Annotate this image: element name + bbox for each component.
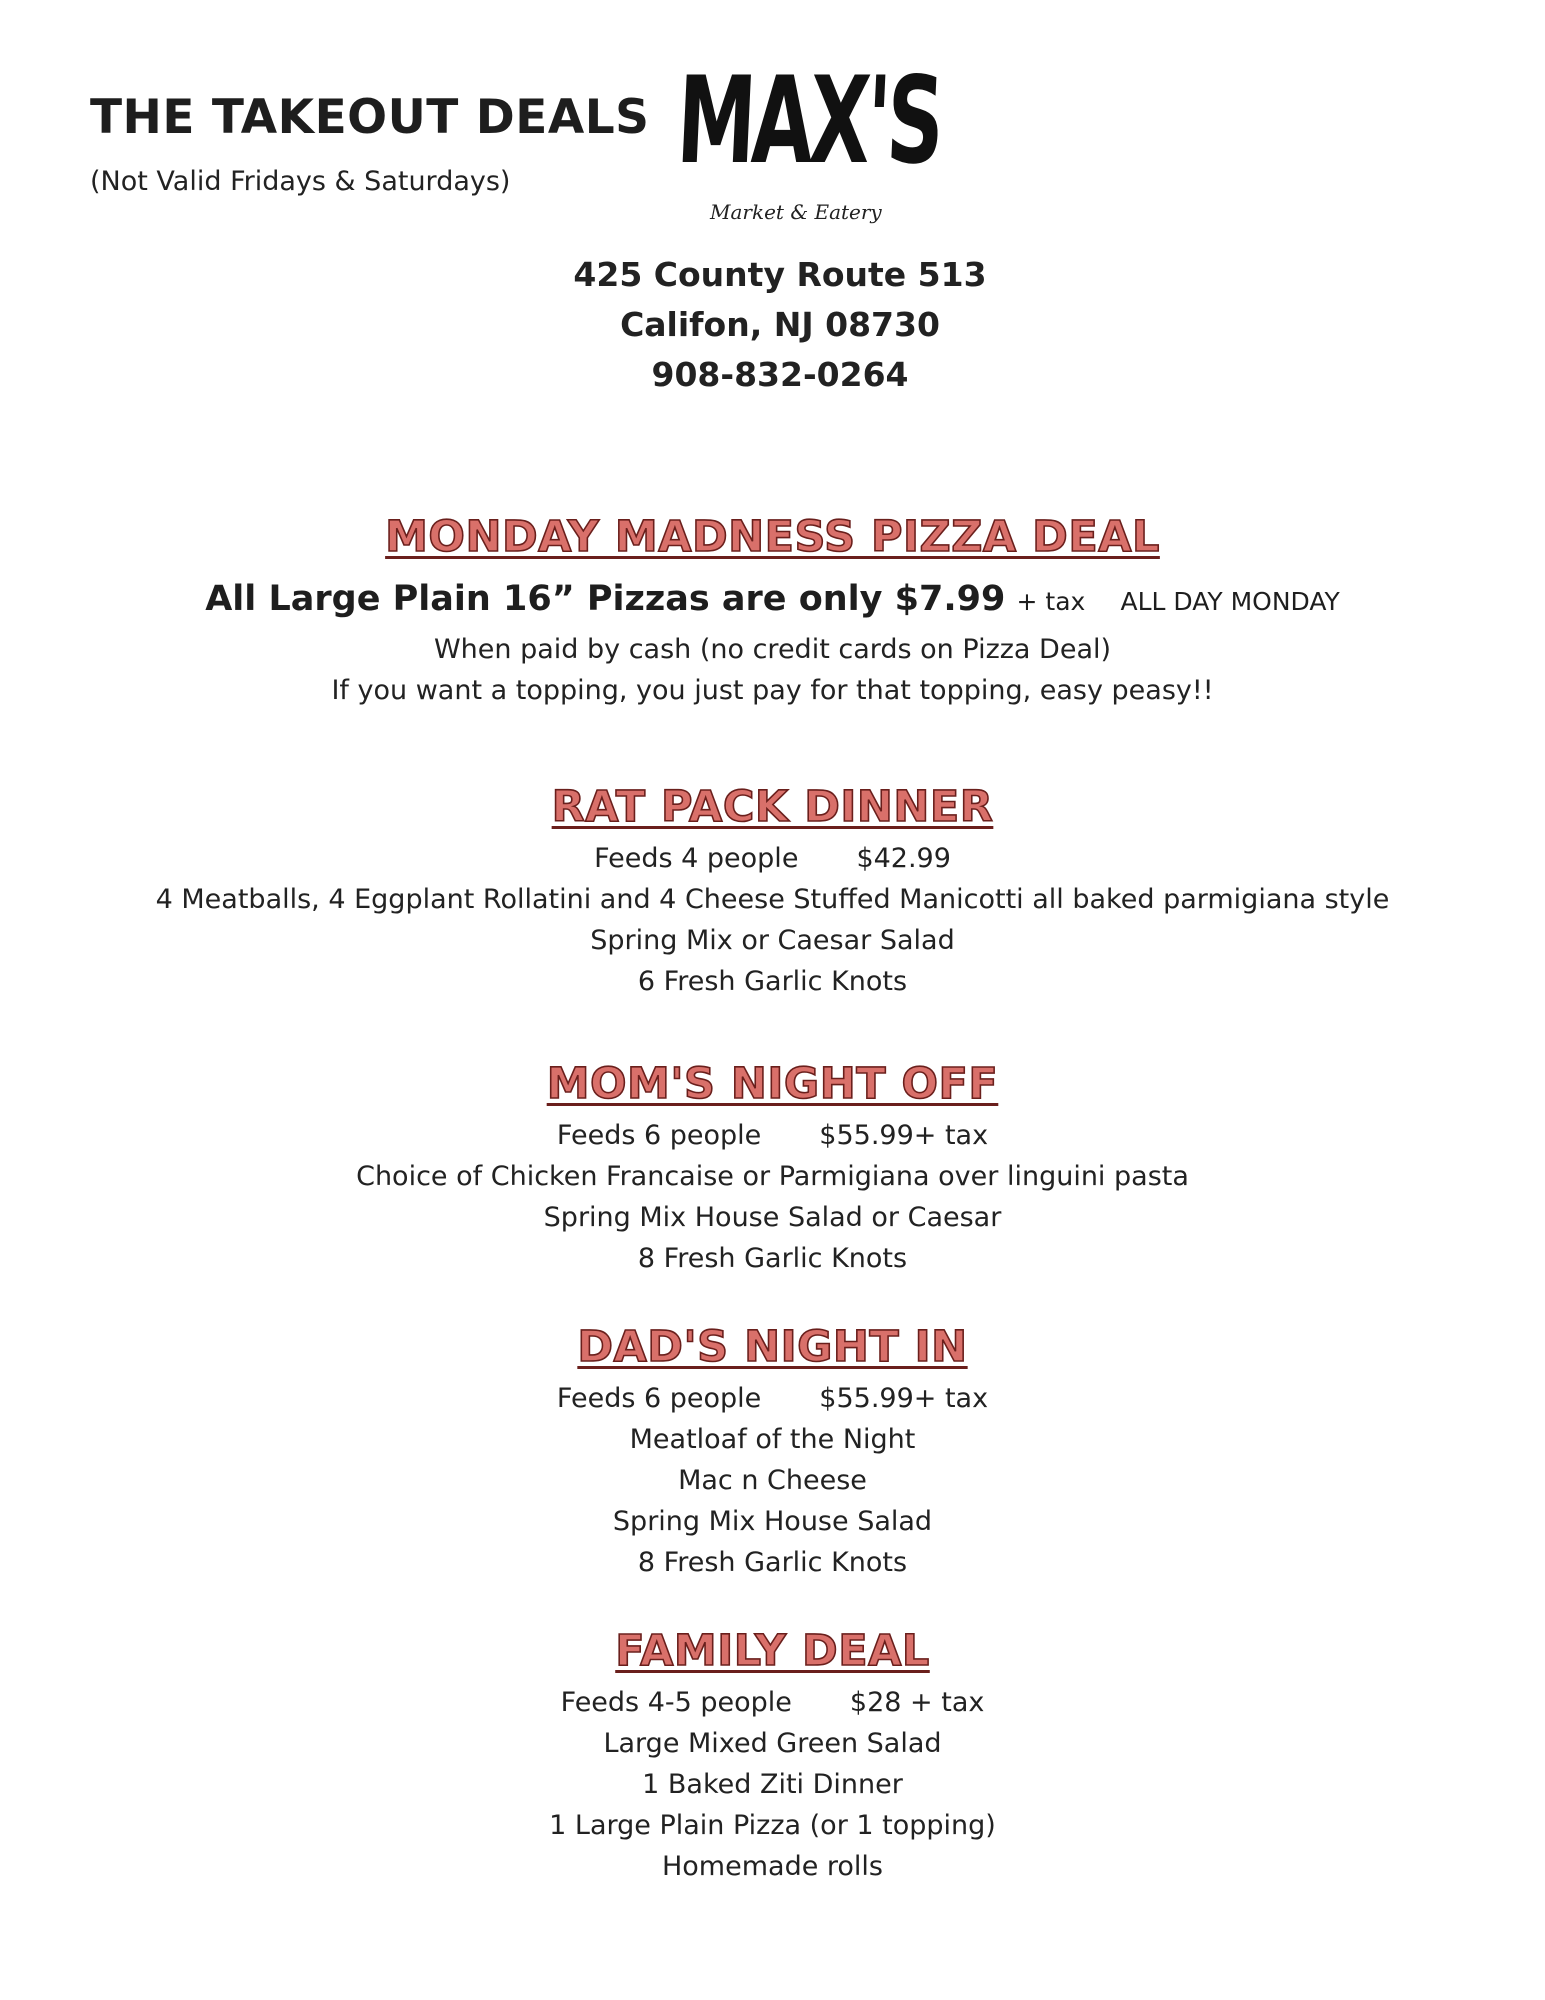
maxs-logo (674, 52, 944, 237)
deal-feeds-price (0, 838, 1545, 879)
address-city: Califon, NJ 08730 (620, 305, 940, 344)
deal-heading: DAD'S NIGHT IN (577, 1322, 968, 1372)
deal-item: Homemade rolls (661, 1851, 883, 1882)
deal-item: Spring Mix House Salad (612, 1506, 933, 1537)
deal-price: $55.99+ tax (819, 1383, 989, 1414)
deal-heading: FAMILY DEAL (615, 1626, 930, 1676)
logo-wordmark: MAX'S (674, 52, 944, 191)
monday-main-offer (0, 572, 1545, 629)
deal-item: Meatloaf of the Night (629, 1424, 916, 1455)
deal-item: Spring Mix House Salad or Caesar (543, 1202, 1002, 1233)
deal-feeds-price (0, 1378, 1545, 1419)
monday-tax: + tax (1016, 587, 1086, 616)
deal-feeds-price (0, 1682, 1545, 1723)
deal-price: $42.99 (856, 843, 951, 874)
deal-price: $55.99+ tax (819, 1120, 989, 1151)
deal-feeds: Feeds 6 people (556, 1383, 762, 1414)
monday-line: When paid by cash (no credit cards on Pizza Deal) (433, 634, 1112, 665)
deal-item: 1 Large Plain Pizza (or 1 topping) (549, 1810, 996, 1841)
deal-item: Spring Mix or Caesar Salad (590, 925, 955, 956)
deal-item: Choice of Chicken Francaise or Parmigiana over linguini pasta (356, 1161, 1189, 1192)
deal-item: 1 Baked Ziti Dinner (642, 1769, 903, 1800)
deal-item: Mac n Cheese (678, 1465, 867, 1496)
deal-heading: MONDAY MADNESS PIZZA DEAL (385, 512, 1160, 562)
address-phone: 908-832-0264 (651, 355, 909, 394)
deal-feeds: Feeds 6 people (556, 1120, 762, 1151)
monday-when: ALL DAY MONDAY (1120, 587, 1340, 616)
deal-feeds: Feeds 4 people (594, 843, 799, 874)
deal-family (0, 1626, 1545, 1887)
deal-item: 4 Meatballs, 4 Eggplant Rollatini and 4 Cheese Stuffed Manicotti all baked parmigiana style (155, 884, 1390, 915)
deal-feeds: Feeds 4-5 people (560, 1687, 792, 1718)
deal-heading: MOM'S NIGHT OFF (546, 1059, 999, 1109)
deal-item: 8 Fresh Garlic Knots (637, 1243, 908, 1274)
deal-dads-night-in (0, 1322, 1545, 1583)
page-subtitle: (Not Valid Fridays & Saturdays) (90, 166, 511, 197)
deal-price: $28 + tax (849, 1687, 985, 1718)
monday-line: If you want a topping, you just pay for that topping, easy peasy!! (331, 675, 1214, 706)
deal-monday-madness (0, 512, 1545, 711)
monday-offer-text: All Large Plain 16” Pizzas are only $7.99 (205, 579, 1006, 619)
page-title: THE TAKEOUT DEALS (90, 90, 650, 145)
deal-moms-night-off (0, 1059, 1545, 1279)
address-block (500, 250, 1060, 400)
deal-feeds-price (0, 1115, 1545, 1156)
deal-item: 8 Fresh Garlic Knots (637, 1547, 908, 1578)
logo-tagline: Market & Eatery (710, 200, 882, 224)
deal-heading: RAT PACK DINNER (551, 782, 994, 832)
deal-item: 6 Fresh Garlic Knots (637, 966, 908, 997)
deal-rat-pack (0, 782, 1545, 1002)
address-street: 425 County Route 513 (573, 255, 987, 294)
deal-item: Large Mixed Green Salad (603, 1728, 942, 1759)
